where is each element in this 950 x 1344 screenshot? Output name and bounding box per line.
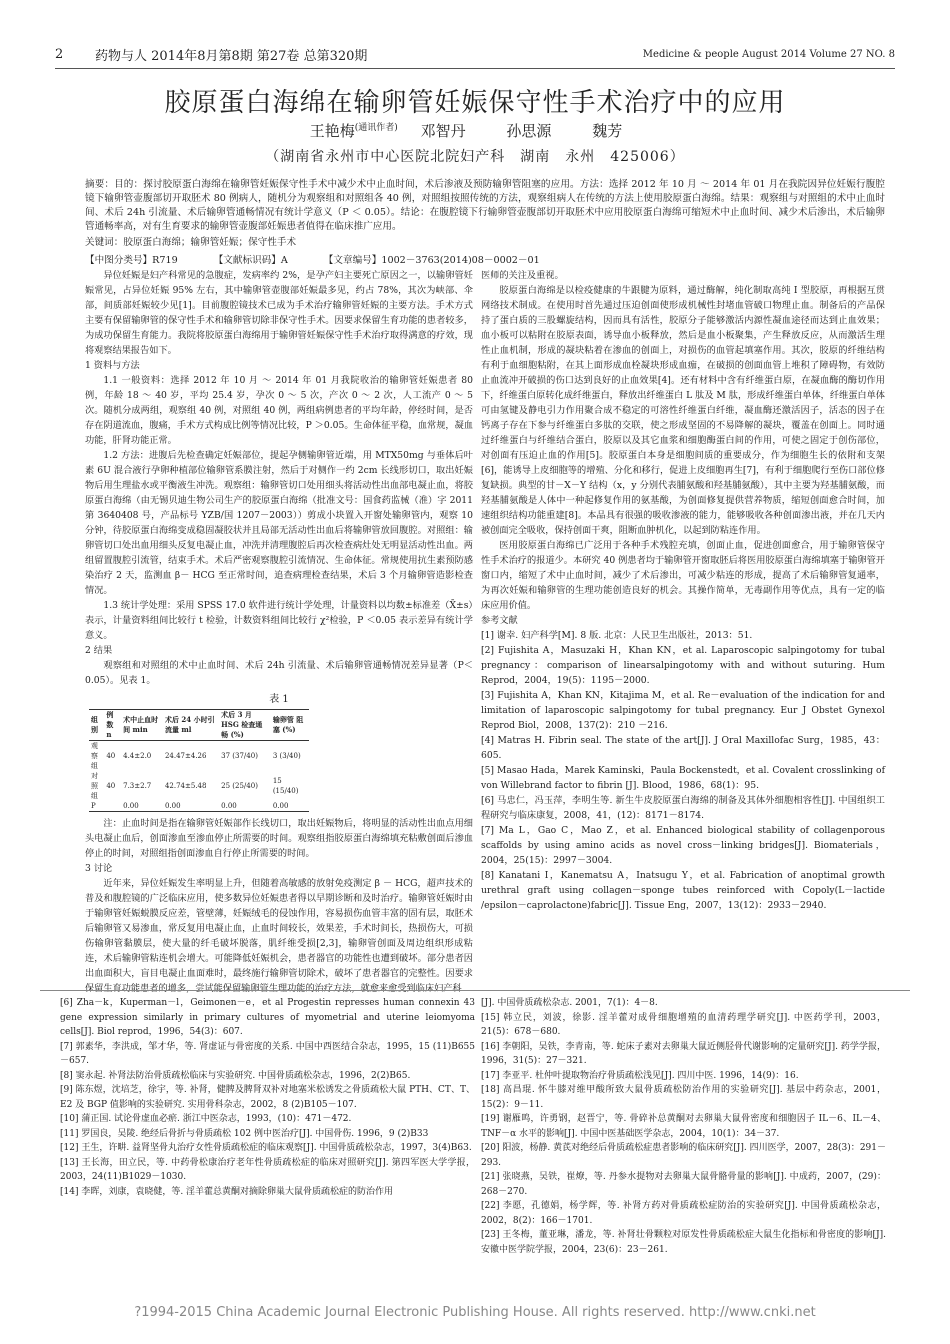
table-header: 术后 3 月 HSG 检查通畅 (%) [221,710,263,739]
page-number: 2 [55,46,64,62]
reference-item: [4] Matras H. Fibrin seal. The state of the art[J]. J Oral Maxillofac Surg，1985，43：605. [481,735,885,761]
paragraph: 近年来，异位妊娠发生率明显上升，但随着高敏感的放射免疫测定 β － HCG，超声技术的普及和腹腔镜的广泛临床应用，使多数异位妊娠患者得以早期诊断和及时治疗。输卵管妊娠时由于输卵管妊娠蜕膜反应差，管壁薄，妊娠绒毛的侵蚀作用，容易损伤血管丰富的固有层，取胚术后输卵管又易渗血，常反复用电凝止血，止血时间较长，效果差，手术时间长，热损伤大，可损伤输卵管黏膜层，使大量的纤毛破坏脱落，肌纤维受损[2,3]，输卵管创面及周边组织形成粘连，术后输卵管粘连机会增大。可能降低妊娠机会，患者器官的功能性也遭到破坏。部分患者因出血面积大，盲目电凝止血面难时，最终施行输卵管切除术，破坏了患者器官的完整性。因要求保留生育功能患者的增多，尝试能保留输卵管生理功能的治疗方法，就愈来愈受到临床妇产科 [85,878,473,994]
reference-item: [8] 窦永起. 补肾法防治骨质疏松临床与实验研究. 中国骨质疏松杂志，1996，2(2)B65. [60,1070,411,1081]
author-list [0,120,950,141]
table-row [89,801,309,812]
table-cell: 25 (25/40) [221,782,258,790]
paragraph: 医用胶原蛋白海绵已广泛用于各种手术残腔充填，创面止血，促进创面愈合，用于输卵管保守性手术治疗的报道少。本研究 40 例患者均于输卵管开窗取胚后将医用胶原蛋白海绵填塞于输卵管开窗口内，缩短了术中止血时间，减少了术后渗出，可减少粘连的形成，提高了术后输卵管复通率，为再次妊娠和输卵管的生理功能创造良好的机会。其操作简单，无毒副作用等优点，具有一定的临床应用价值。 [481,540,885,611]
reference-item: [2] Fujishita A，Masuzaki H，Khan KN，et al. Laparoscopic salpingotomy for tubal pregnancy：comparison of linearsalpingotomy with and without suturing. Hum Reprod，2004，19(5)：1195－2000. [481,645,885,686]
reference-item: [16] 李朝阳，吴铁，李青南，等. 蛇床子素对去卵巢大鼠近侧胫骨代谢影响的定量研究[J]. 药学学报，1996，31(5)：27－321. [481,1041,886,1066]
table-cell: 15 (15/40) [272,777,299,795]
reference-item: [13] 王长海，田立民，等. 中药骨松康治疗老年性骨质疏松症的临床对照研究[J]. 第四军医大学学报，2003，24(11)B1029－1030. [60,1157,475,1182]
reference-item: [7] 郭素华，李洪成，邹才华，等. 肾虚证与骨密度的关系. 中国中西医结合杂志，1995，15 (11)B655－657. [60,1041,475,1066]
doc-code: 【文献标识码】A [213,255,288,266]
author-3: 孙思源 [506,122,552,140]
section-heading: 1 资料与方法 [85,360,140,371]
reference-item: [22] 李愿，孔德娟，杨学辉，等. 补肾方药对骨质疏松症防治的实验研究[J]. 中国骨质疏松杂志，2002，8(2)：166－1701. [481,1201,886,1226]
table-cell: 3 (3/40) [272,752,301,760]
paragraph: 医师的关注及重视。 [481,270,564,281]
table-header: 例数 n [106,710,114,739]
table-cell: 0.00 [164,802,181,810]
table-cell: 4.4±2.0 [123,752,152,760]
reference-item: [5] Masao Hada，Marek Kaminski，Paula Bockenstedt，et al. Covalent crosslinking of von Willebrand factor to fibrin [J]. Blood，1986，68(1)：95. [481,765,885,791]
table-cell: 40 [106,782,116,790]
reference-item: [23] 王冬梅，董亚琳，潘龙，等. 补肾壮骨颗粒对原发性骨质疏松症大鼠生化指标和骨密度的影响[J]. 安徽中医学院学报，2004，23(6)：23－261. [481,1230,886,1255]
reference-item: [21] 张晓燕，吴铁，崔燎，等. 丹参水提物对去卵巢大鼠骨骼骨量的影响[J]. 中成药，2007，(29)：268－270. [481,1172,886,1197]
reference-item: [15] 韩立民，刘波，徐影. 淫羊藿对成骨细胞增殖的血清药理学研究[J]. 中医药学刊，2003，21(5)：678－680. [481,1012,886,1037]
paragraph: 1.1 一般资料：选择 2012 年 10 月 ～ 2014 年 01 月我院收治的输卵管妊娠患者 80 例，年龄 18 ～ 40 岁，平均 25.4 岁，孕次 0 ～ 5 次，产次 0 ～ 2 次，人工流产 0 ～ 5 次。随机分成两组，观察组 40 例，对照组 40 例，两组病例患者的平均年龄，停经时间，是否存在阴道流血，腹痛，手术方式构成比例等情况比较，P ＞0.05。生命体征平稳，血常规，凝血功能，肝肾功能正常。 [85,375,473,446]
reference-item: [6] 马忠仁，冯玉萍，李明生等. 新生牛皮胶原蛋白海绵的制备及其体外细胞相容性[J]. 中国组织工程研究与临床康复，2008，41，(12)：8171－8174. [481,795,885,821]
section-heading: 3 讨论 [85,863,113,874]
reference-item: [10] 蒲正国. 试论骨虚血必瘀. 浙江中医杂志，1993，(10)：471－472. [60,1114,352,1124]
reference-item: [6] Zha－k，Kuperman－l，Geimonen－e，et al Progestin represses human connexin 43 gene expression similarly in primary cultures of myometrial and uterine leiomyoma cells[J]. Biol reprod，1996，54(3)：607. [60,998,475,1037]
right-column [481,268,885,913]
journal-info-cn: 药物与人 2014年8月第8期 第27卷 总第320期 [95,48,368,64]
table-cell: 37 (37/40) [221,752,258,760]
author-2: 邓智丹 [420,122,466,140]
table-cell: 42.74±5.48 [164,782,207,790]
table-header: 术中止血时间 min [123,715,159,734]
author-1: 王艳梅 [309,122,355,140]
paragraph: 1.3 统计学处理：采用 SPSS 17.0 软件进行统计学处理，计量资料以均数±标准差（X̄±s）表示，计量资料组间比较行 t 检验，计数资料组间比较行 χ²检验，P ＜0.05 表示差异有统计学意义。 [85,600,473,641]
references-heading: 参考文献 [481,615,518,626]
paragraph: 观察组和对照组的术中止血时间、术后 24h 引流量、术后输卵管通畅情况差异显著（P＜0.05）。见表 1。 [85,660,473,686]
reference-item: [1] 谢幸. 妇产科学[M]. 8 版. 北京：人民卫生出版社，2013：51. [481,630,753,641]
table-cell: 观察组 [91,742,98,770]
reference-item: [17] 李亚平. 杜仲叶提取物治疗骨质疏松浅见[J]. 四川中医. 1996，14(9)：16. [481,1070,799,1081]
reference-item: [J]. 中国骨质疏松杂志. 2001，7(1)：4－8. [481,998,658,1008]
table-row [89,771,309,801]
table-cell: 40 [106,752,116,760]
table-row [89,741,309,772]
table-cell: 24.47±4.26 [164,752,207,760]
author-4: 魏芳 [592,122,623,140]
corresponding-note: (通讯作者) [354,123,398,133]
article-number: 【文章编号】1002－3763(2014)08－0002－01 [323,255,540,266]
continued-references-left [60,996,475,1199]
copyright-footer: ?1994-2015 China Academic Journal Electronic Publishing House. All rights reserved. http://www.cnki.net [134,1305,816,1320]
table-header: 输卵管 阻塞 (%) [272,715,304,734]
paragraph: 胶原蛋白海绵是以检疫健康的牛跟腱为原料，通过酶解，纯化制取高纯 I 型胶原，再根据互贯网络技术制成。在使用时首先通过压迫创面使形成机械性封堵血管破口物理止血。制备后的产品保持了蛋白质的三股螺旋结构，因而具有活性，胶原分子能够激活内源性凝血途径而达到止血效果；血小板可以粘附在胶原表面，诱导血小板释放，然后是血小板聚集，产生释放反应，从而激活生理性止血机制，形成的凝块粘着在渗血的创面上，对损伤的血管起填塞作用。其次，胶原的纤维结构有利于血细胞粘附，在其上面形成血栓凝块形成血痂，在破损的创面血管上堆积了障碍物，有效防止血流冲开破损的伤口达到良好的止血效果[4]。还有材料中含有纤维蛋白原，在凝血酶的酶切作用下，纤维蛋白原转化成纤维蛋白，释放出纤维蛋白 L 肽及 M 肽，形成纤维蛋白单体，纤维蛋白单体可由氢键及静电引力作用聚合成不稳定的可溶性纤维蛋白纤维，凝血酶还激活因子，活态的因子在钙离子存在下参与纤维蛋白多肽的交联，使之形成坚固的不易降解的凝块，覆盖在创面上。同时通过纤维蛋白与纤维结合蛋白，胶原以及其它血浆和细胞酶蛋白间的作用，可使之固定于创伤部位，对创面有压迫止血的作用[5]。胶原蛋白本身是细胞间质的重要成分，作为细胞生长的依附和支架[6]，能诱导上皮细胞等的增殖、分化和移行，促进上皮细胞再生[7]，有利于细胞爬行至伤口部位修复缺损。典型的甘－X－Y 结构（x，y 分别代表脯氨酸和羟基脯氨酸），其中主要为羟基脯氨酸，而羟基脯氨酸是人体中一种起修复作用的氨基酸，为创面修复提供营养物质，缩短创面愈合时间，加速组织结构功能重建[8]。本品具有很强的吸收渗液的能力，能够吸收各种创面渗出液，并在几天内被创面完全吸收，保持创面干爽，阻断血肿机化，以起到防粘连作用。 [481,285,885,536]
left-column [85,268,473,996]
article-meta [85,252,885,266]
affiliation: （湖南省永州市中心医院北院妇产科 湖南 永州 425006） [265,149,685,165]
table-cell: P [91,802,96,810]
table-header: 术后 24 小时引流量 ml [164,715,215,734]
section-heading: 2 结果 [85,645,113,656]
abstract: 摘要：目的：探讨胶原蛋白海绵在输卵管妊娠保守性手术中减少术中止血时间，术后渗液及预防输卵管阻塞的应用。方法：选择 2012 年 10 月 ～ 2014 年 01 月在我院因异位妊娠行腹腔镜下输卵管壶腹部切开取胚术 80 例病人，随机分为观察组和对照组各 40 例，对照组按照传统的方法，观察组病人在传统的方法上使用胶原蛋白海绵。结果：观察组与对照组的术中止血时间、术后 24h 引流量、术后输卵管通畅情况有统计学意义（P ＜ 0.05）。结论：在腹腔镜下行输卵管壶腹部切开取胚术中应用胶原蛋白海绵可缩短术中止血时间、减少术后渗出，术后输卵管通畅率高，对有生育要求的输卵管壶腹部妊娠患者值得在临床推广应用。 [85,179,885,232]
reference-item: [7] Ma L，Gao C，Mao Z，et al. Enhanced biological stability of collagenporous scaffolds by using amino acids as novel cross－linking bridges[J]. Biomaterials，2004，25(15)：2997－3004. [481,825,885,866]
clc-number: 【中图分类号】R719 [85,255,178,266]
article-title: 胶原蛋白海绵在输卵管妊娠保守性手术治疗中的应用 [164,88,786,118]
reference-item: [20] 阳波，杨静. 黄芪对绝经后骨质疏松症患者影响的临床研究[J]. 四川医学，2007，28(3)：291－293. [481,1143,886,1168]
table-cell: 0.00 [123,802,139,810]
reference-item: [11] 罗国良，吴陵. 绝经后骨折与骨质疏松 102 例中医治疗[J]. 中国骨伤. 1996，9 (2)B33 [60,1128,429,1139]
table-title: 表 1 [269,694,289,705]
reference-item: [9] 陈东煜，沈培芝，徐宇，等. 补肾，健脾及脾肾双补对地塞米松诱发之骨质疏松大鼠 PTH、CT、T、E2 及 BGP 值影响的实验研究. 实用骨科杂志，2002，8 (2)B105－107. [60,1085,475,1110]
reference-item: [3] Fujishita A，Khan KN，Kitajima M，et al. Re－evaluation of the indication for and limitation of laparoscopic salpingotomy for tubal pregnancy. Eur J Obstet Gynexol Reprod Biol，2008，137(2)：210 －216. [481,690,885,731]
results-table [89,709,309,812]
reference-item: [14] 李晖，刘康，袁晓健，等. 淫羊藿总黄酮对摘除卵巢大鼠骨质疏松症的防治作用 [60,1186,394,1197]
running-header [55,40,895,69]
table-cell: 0.00 [272,802,289,810]
table-cell: 对照组 [91,772,98,800]
continued-references-right [481,996,886,1257]
table-cell: 0.00 [221,802,237,810]
table-note: 注：止血时间是指在输卵管妊娠部作长线切口，取出妊娠物后，将明显的活动性出血点用细头电凝止血后，创面渗血至渗血停止所需要的时间。观察组指胶原蛋白海绵填充粘敷创面后渗血停止的时间，对照组指创面渗血自行停止所需要的时间。 [85,818,473,859]
table-header: 组别 [91,715,98,734]
reference-item: [12] 王生，许畊. 益肾坚骨丸治疗女性骨质疏松症的临床观察[J]. 中国骨质疏松杂志，1997，3(4)B63. [60,1143,472,1153]
paragraph: 1.2 方法：进腹后先检查确定妊娠部位，提起孕侧输卵管近端，用 MTX50mg 与垂体后叶素 6U 混合液行孕卵种植部位输卵管系膜注射，然后于对侧作一约 2cm 长线形切口，取出妊娠物后用生理盐水或平衡液生冲洗。观察组：输卵管切口处用细头将活动性出血部电凝止血，将胶原蛋白海绵（由无锡贝迪生物公司生产的胶原蛋白海绵（批准文号：国食药监械（准）字 2011 第 3640408 号，产品标号 YZB/国 1207－2003））剪成小块置入开窗处输卵管内，观察 10 分钟，待胶原蛋白海绵变成稳固凝胶状并且局部无活动性出血后将输卵管放回腹腔。对照组：输卵管切口处出血用细头反复电凝止血，冲洗并清理腹腔后再次检查病灶处无明显活动性出血。两组留置腹腔引流管，结束手术。术后严密观察腹腔引流情况、生命体征。常规使用抗生素预防感染治疗 2 天，监测血 β－ HCG 至正常时间，追查病理检查结果，术后 3 个月输卵管造影检查情况。 [85,450,473,596]
section-divider [40,990,910,991]
journal-info-en: Medicine & people August 2014 Volume 27 NO. 8 [642,48,895,60]
table-cell: 7.3±2.7 [123,782,152,790]
reference-item: [19] 谢雁鸣，许勇钢，赵晋宁，等. 骨碎补总黄酮对去卵巢大鼠骨密度和细胞因子 IL－6、IL－4、TNF－α 水平的影响[J]. 中国中医基础医学杂志，2004，10(1)：34－37. [481,1114,886,1139]
reference-item: [8] Kanatani I，Kanematsu A，Inatsugu Y，et al. Fabrication of anoptimal growth urethral graft using collagen－sponge tubes reinforced with Copoly(L－lactide /epsilon－caprolactone)fabric[J]. Tissue Eng，2007，13(12)：2933－2940. [481,870,885,911]
intro-paragraph: 异位妊娠是妇产科常见的急腹症，发病率约 2%，是孕产妇主要死亡原因之一，以输卵管妊娠常见，占异位妊娠 95% 左右，其中输卵管壶腹部妊娠最多见，约占 78%，其次为峡部、伞部，间质部妊娠较少见[1]。目前腹腔镜技术已成为手术治疗输卵管妊娠的主要方法。手术方式主要有保留输卵管的保守性手术和输卵管切除非保守性手术。因要求保留生育功能的患者较多，为成功保留生育能力。我院将胶原蛋白海绵用于输卵管妊娠保守性手术治疗取得满意的疗效，现将观察结果报告如下。 [85,270,473,356]
keywords: 关键词：胶原蛋白海绵；输卵管妊娠；保守性手术 [85,237,297,248]
reference-item: [18] 高昌琨. 怀牛膝对维甲酸所致大鼠骨质疏松防治作用的实验研究[J]. 基层中药杂志，2001，15(2)：9－11. [481,1085,886,1110]
table-cell [104,801,121,812]
